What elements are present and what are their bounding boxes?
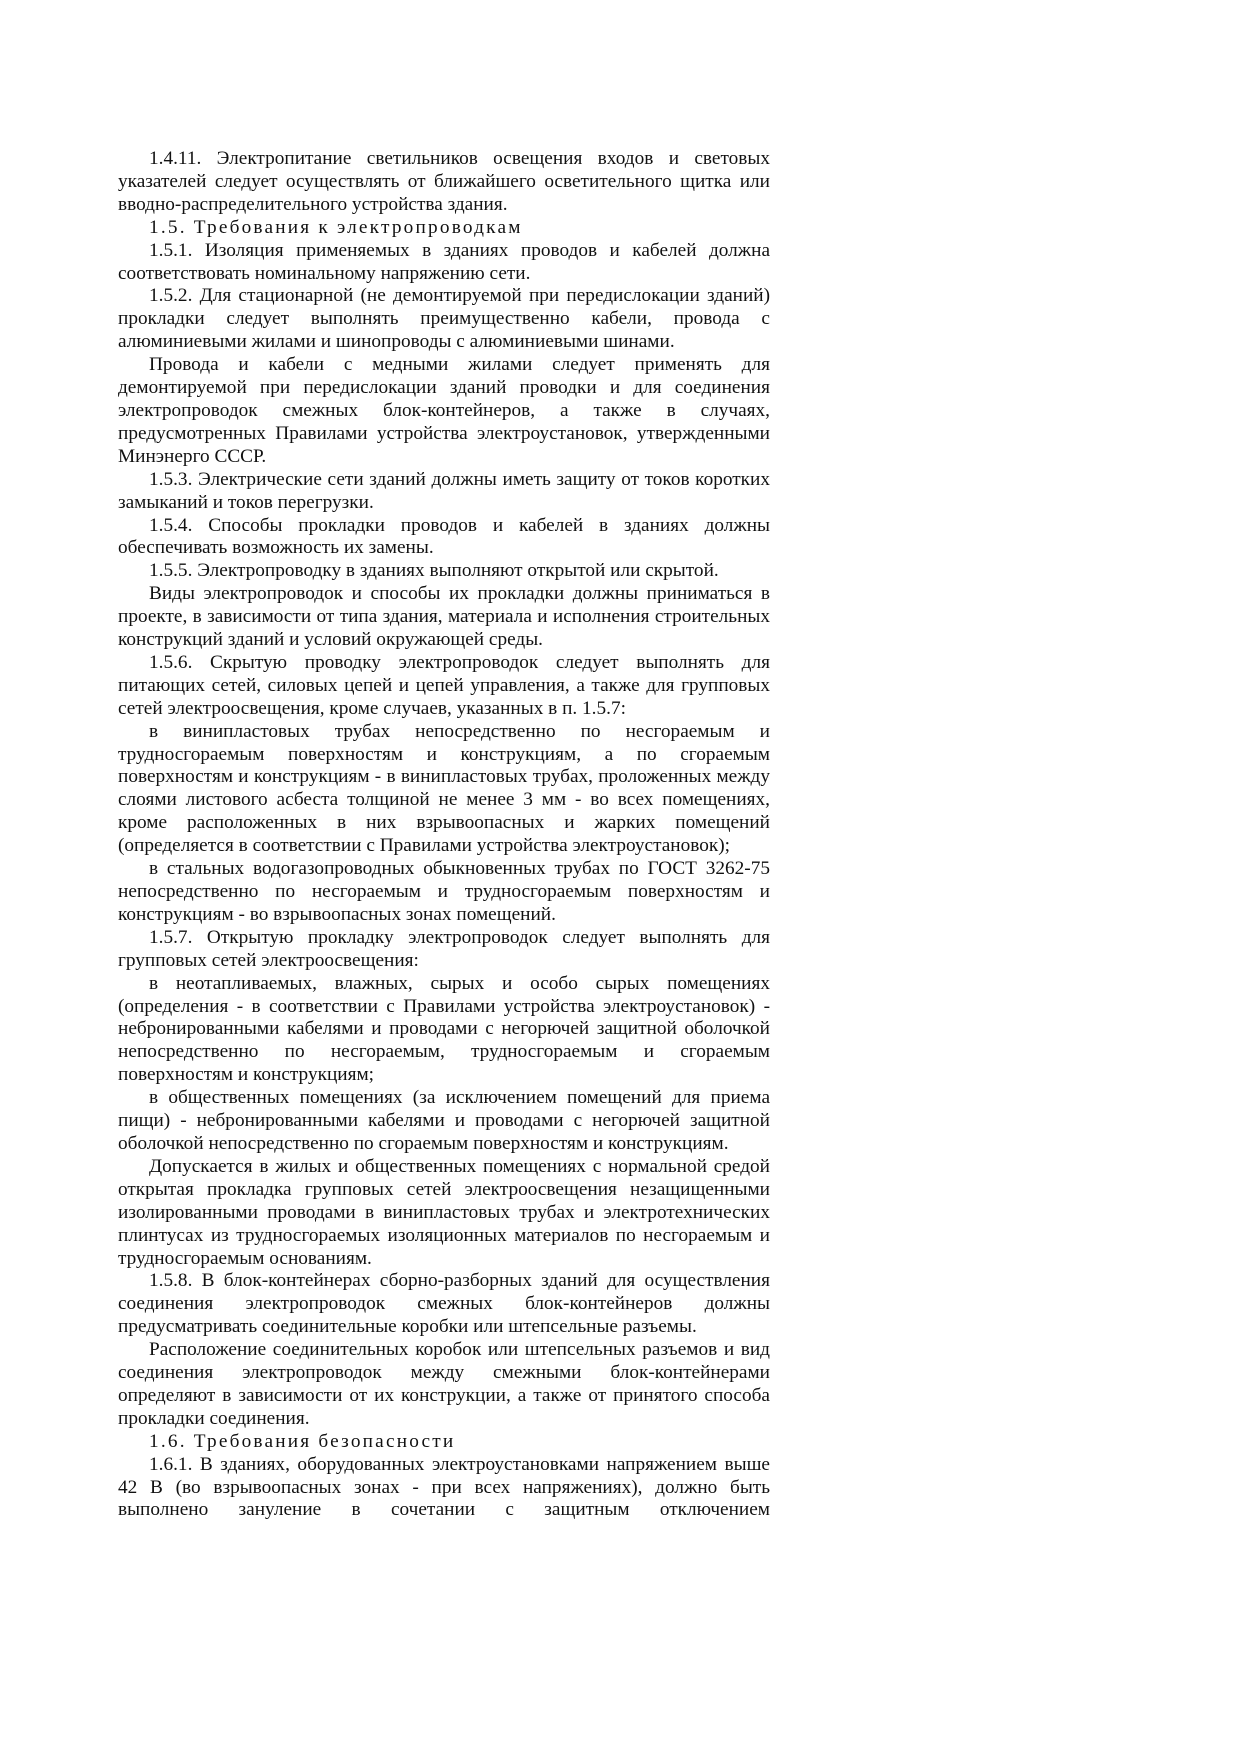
paragraph-copper-wires: Провода и кабели с медными жилами следует применять для демонтируемой при передислокации зданий проводки и для соединения электропроводок смежных блок-контейнеров, а также в случаях, предусмотренных Правилами устройства электроустановок, утвержденными Минэнерго СССР. <box>118 354 770 467</box>
document-page <box>118 148 770 1522</box>
paragraph-steel-pipes: в стальных водогазопроводных обыкновенных трубах по ГОСТ 3262-75 непосредственно по несгораемым и трудносгораемым поверхностям и конструкциям - во взрывоопасных зонах помещений. <box>118 858 770 925</box>
section-heading-1-6: 1.6. Требования безопасности <box>149 1430 456 1452</box>
paragraph-public-rooms: в общественных помещениях (за исключением помещений для приема пищи) - небронированными кабелями и проводами с негорючей защитной оболочкой непосредственно по сгораемым поверхностям и конструкциям. <box>118 1087 770 1154</box>
paragraph-unheated-rooms: в неотапливаемых, влажных, сырых и особо сырых помещениях (определения - в соответствии с Правилами устройства электроустановок) - небронированными кабелями и проводами с негорючей защитной оболочкой непосредственно по несгораемым, трудносгораемым и сгораемым поверхностям и конструкциям; <box>118 972 770 1086</box>
paragraph-1-5-5: 1.5.5. Электропроводку в зданиях выполняют открытой или скрытой. <box>149 560 719 582</box>
paragraph-1-5-7: 1.5.7. Открытую прокладку электропроводок следует выполнять для групповых сетей электроосвещения: <box>118 926 770 971</box>
paragraph-vinyl-pipes: в винипластовых трубах непосредственно по несгораемым и трудносгораемым поверхностям и конструкциям, а по сгораемым поверхностям и конструкциям - в винипластовых трубах, проложенных между слоями листового асбеста толщиной не менее 3 мм - во всех помещениях, кроме расположенных в них взрывоопасных и жарких помещений (определяется в соответствии с Правилами устройства электроустановок); <box>118 720 770 857</box>
paragraph-1-4-11: 1.4.11. Электропитание светильников освещения входов и световых указателей следует осуществлять от ближайшего осветительного щитка или вводно-распределительного устройства здания. <box>118 148 770 215</box>
paragraph-1-5-3: 1.5.3. Электрические сети зданий должны иметь защиту от токов коротких замыканий и токов перегрузки. <box>118 468 770 513</box>
section-heading-1-5: 1.5. Требования к электропроводкам <box>149 216 523 238</box>
paragraph-1-5-2: 1.5.2. Для стационарной (не демонтируемой при передислокации зданий) прокладки следует выполнять преимущественно кабели, провода с алюминиевыми жилами и шинопроводы с алюминиевыми шинами. <box>118 285 770 353</box>
paragraph-1-6-1: 1.6.1. В зданиях, оборудованных электроустановками напряжением выше 42 В (во взрывоопасных зонах - при всех напряжениях), должно быть выполнено зануление в сочетании с защитным отключением <box>118 1453 770 1521</box>
paragraph-1-5-8: 1.5.8. В блок-контейнерах сборно-разборных зданий для осуществления соединения электропроводок смежных блок-контейнеров должны предусматривать соединительные коробки или штепсельные разъемы. <box>118 1270 770 1338</box>
paragraph-1-5-4: 1.5.4. Способы прокладки проводов и кабелей в зданиях должны обеспечивать возможность их замены. <box>118 514 770 559</box>
paragraph-junction-boxes: Расположение соединительных коробок или штепсельных разъемов и вид соединения электропроводок между смежными блок-контейнерами определяют в зависимости от их конструкции, а также от принятого способа прокладки соединения. <box>118 1339 770 1429</box>
paragraph-1-5-1: 1.5.1. Изоляция применяемых в зданиях проводов и кабелей должна соответствовать номинальному напряжению сети. <box>118 239 770 284</box>
paragraph-1-5-6: 1.5.6. Скрытую проводку электропроводок следует выполнять для питающих сетей, силовых цепей и цепей управления, а также для групповых сетей электроосвещения, кроме случаев, указанных в п. 1.5.7: <box>118 651 770 719</box>
paragraph-allowed-open-wiring: Допускается в жилых и общественных помещениях с нормальной средой открытая прокладка групповых сетей электроосвещения незащищенными изолированными проводами в винипластовых трубах и электротехнических плинтусах из трудносгораемых изоляционных материалов по несгораемым и трудносгораемым основаниям. <box>118 1155 770 1269</box>
paragraph-wiring-types: Виды электропроводок и способы их прокладки должны приниматься в проекте, в зависимости от типа здания, материала и исполнения строительных конструкций зданий и условий окружающей среды. <box>118 583 770 651</box>
